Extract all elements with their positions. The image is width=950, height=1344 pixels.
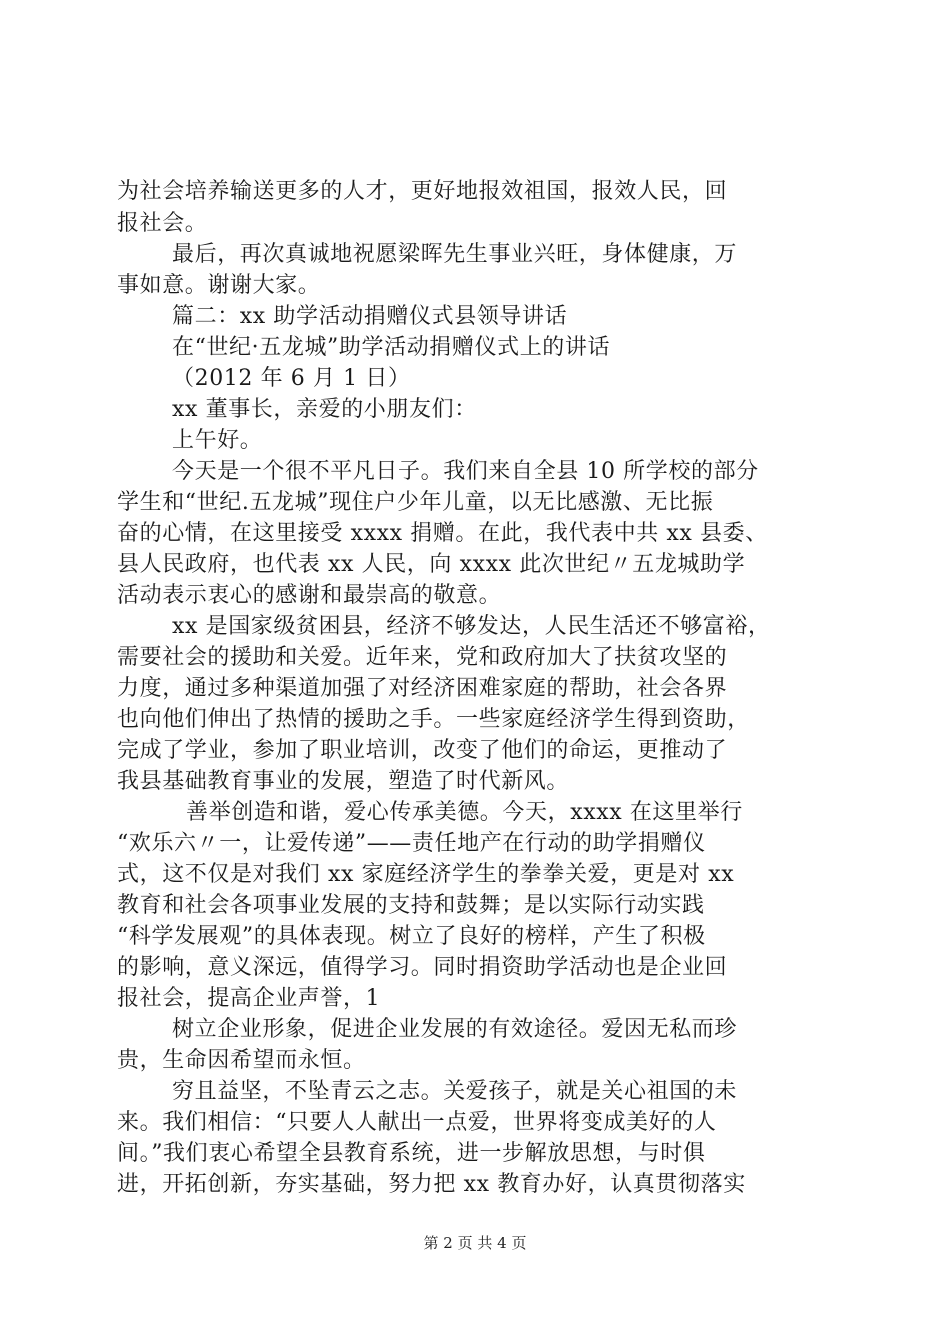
text-line: 的影响，意义深远，值得学习。同时捐资助学活动也是企业回: [117, 955, 728, 980]
text-line: 穷且益坚，不坠青云之志。关爱孩子，就是关心祖国的未: [172, 1079, 738, 1104]
text-line: 活动表示衷心的感谢和最崇高的敬意。: [117, 583, 502, 608]
text-line: 式，这不仅是对我们 xx 家庭经济学生的拳拳关爱，更是对 xx: [117, 862, 735, 887]
text-line: 奋的心情，在这里接受 xxxx 捐赠。在此，我代表中共 xx 县委、: [117, 521, 768, 546]
text-line: 最后，再次真诚地祝愿梁晖先生事业兴旺，身体健康，万: [172, 242, 738, 267]
text-line: 完成了学业，参加了职业培训，改变了他们的命运，更推动了: [117, 738, 728, 763]
text-line: xx 是国家级贫困县，经济不够发达，人民生活还不够富裕，: [172, 614, 771, 639]
text-line: 需要社会的援助和关爱。近年来，党和政府加大了扶贫攻坚的: [117, 645, 728, 670]
salutation: xx 董事长，亲爱的小朋友们：: [172, 397, 477, 422]
section-heading: 篇二：xx 助学活动捐赠仪式县领导讲话: [172, 304, 568, 329]
text-line: 报社会。: [117, 211, 208, 236]
text-line: 也向他们伸出了热情的援助之手。一些家庭经济学生得到资助，: [117, 707, 750, 732]
greeting: 上午好。: [172, 428, 263, 453]
page-number-footer: 第 2 页 共 4 页: [423, 1234, 527, 1252]
text-line: 报社会，提高企业声誉，1: [117, 986, 381, 1011]
text-line: 为社会培养输送更多的人才，更好地报效祖国，报效人民，回: [117, 179, 728, 204]
text-line: 间。”我们衷心希望全县教育系统，进一步解放思想，与时俱: [117, 1141, 706, 1166]
text-line: 来。我们相信：“只要人人献出一点爱，世界将变成美好的人: [117, 1110, 717, 1135]
text-line: “科学发展观”的具体表现。树立了良好的榜样，产生了积极: [117, 924, 706, 949]
text-line: 我县基础教育事业的发展，塑造了时代新风。: [117, 769, 570, 794]
text-line: 县人民政府，也代表 xx 人民，向 xxxx 此次世纪〃五龙城助学: [117, 552, 746, 577]
text-line: 力度，通过多种渠道加强了对经济困难家庭的帮助，社会各界: [117, 676, 728, 701]
text-line: 善举创造和谐，爱心传承美德。今天，xxxx 在这里举行: [186, 800, 743, 825]
text-line: “欢乐六〃一，让爱传递”——责任地产在行动的助学捐赠仪: [117, 831, 706, 856]
text-line: 进，开拓创新，夯实基础，努力把 xx 教育办好，认真贯彻落实: [117, 1172, 746, 1197]
text-line: 学生和“世纪.五龙城”现住户少年儿童，以无比感激、无比振: [117, 490, 714, 515]
speech-date: （2012 年 6 月 1 日）: [172, 366, 411, 391]
text-line: 事如意。谢谢大家。: [117, 273, 321, 298]
text-line: 教育和社会各项事业发展的支持和鼓舞；是以实际行动实践: [117, 893, 705, 918]
text-line: 今天是一个很不平凡日子。我们来自全县 10 所学校的部分: [172, 459, 759, 484]
text-line: 贵，生命因希望而永恒。: [117, 1048, 366, 1073]
speech-title: 在“世纪·五龙城”助学活动捐赠仪式上的讲话: [172, 335, 611, 360]
text-line: 树立企业形象，促进企业发展的有效途径。爱因无私而珍: [172, 1017, 738, 1042]
